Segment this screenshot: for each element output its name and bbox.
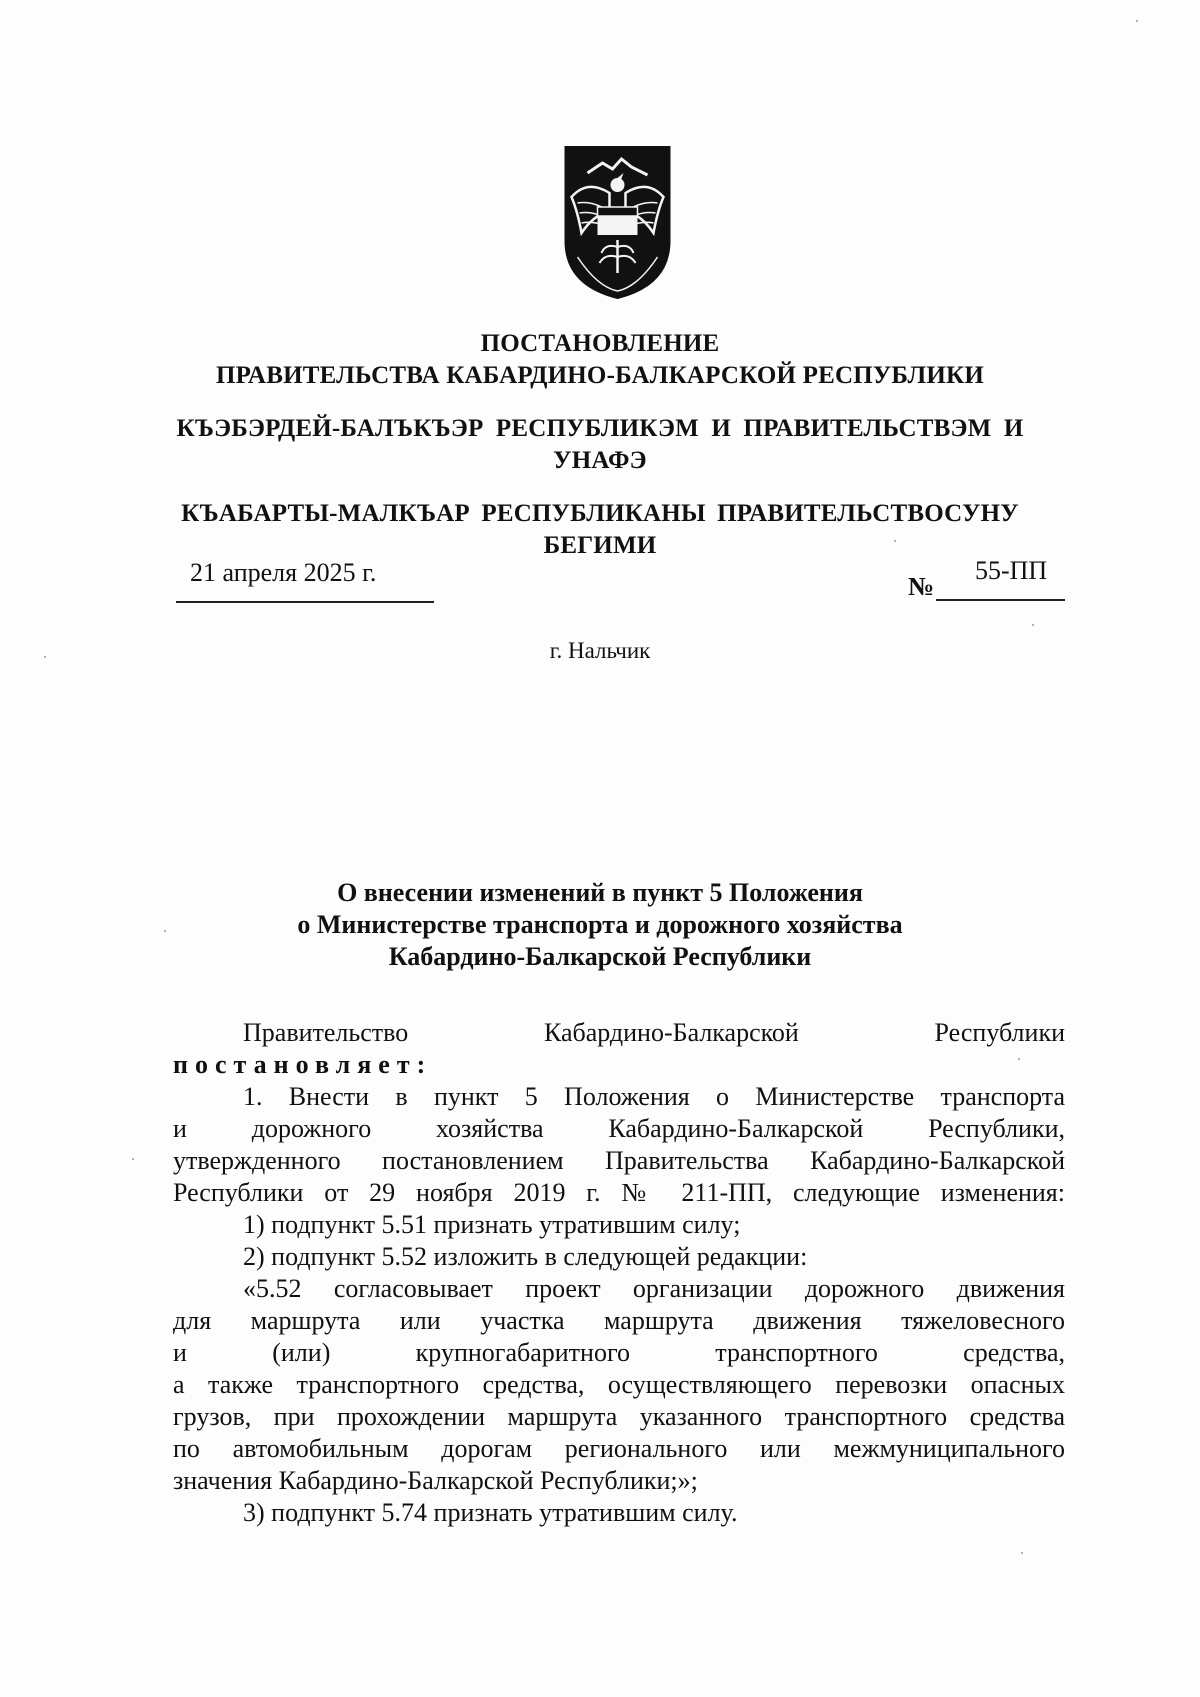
body-line: 1) подпункт 5.51 признать утратившим силу; [243,1210,741,1239]
body-line: для маршрута или участка маршрута движения тяжеловесного [173,1306,1065,1335]
body-line: а также транспортного средства, осуществляющего перевозки опасных [173,1370,1065,1399]
kabardian-heading-line1: КЪЭБЭРДЕЙ-БАЛЪКЪЭР РЕСПУБЛИКЭМ И ПРАВИТЕЛЬСТВЭМ И [176,415,1024,442]
document-type-heading: ПОСТАНОВЛЕНИЕ [480,330,720,357]
number-underline [936,599,1065,601]
document-title-line2: о Министерстве транспорта и дорожного хозяйства [297,910,903,939]
document-number: 55-ПП [975,556,1048,585]
body-line: 2) подпункт 5.52 изложить в следующей редакции: [243,1242,808,1271]
body-line: Республики от 29 ноября 2019 г. № 211-ПП, следующие изменения: [173,1178,1065,1207]
document-title-line1: О внесении изменений в пункт 5 Положения [337,878,863,907]
body-line: и (или) крупногабаритного транспортного средства, [173,1338,1065,1367]
document-title-line3: Кабардино-Балкарской Республики [388,942,812,971]
document-date: 21 апреля 2025 г. [190,558,377,587]
body-line: Правительство Кабардино-Балкарской Республики [243,1018,1065,1047]
body-line: «5.52 согласовывает проект организации дорожного движения [243,1274,1065,1303]
body-line: 3) подпункт 5.74 признать утратившим силу. [243,1498,738,1527]
body-line: значения Кабардино-Балкарской Республики;»; [173,1466,698,1495]
body-line: и дорожного хозяйства Кабардино-Балкарской Республики, [173,1114,1065,1143]
body-line: по автомобильным дорогам регионального или межмуниципального [173,1434,1065,1463]
issuing-body-heading: ПРАВИТЕЛЬСТВА КАБАРДИНО-БАЛКАРСКОЙ РЕСПУБЛИКИ [216,362,984,389]
body-line-resolves: постановляет: [173,1050,433,1079]
body-line: грузов, при прохождении маршрута указанного транспортного средства [173,1402,1065,1431]
body-line: утвержденного постановлением Правительства Кабардино-Балкарской [173,1146,1065,1175]
balkar-heading-line2: БЕГИМИ [543,532,657,559]
kabardian-heading-line2: УНАФЭ [553,447,647,474]
balkar-heading-line1: КЪАБАРТЫ-МАЛКЪАР РЕСПУБЛИКАНЫ ПРАВИТЕЛЬСТВОСУНУ [181,500,1019,527]
number-sign: № [908,572,935,601]
city-name: г. Нальчик [549,638,651,663]
date-underline [176,601,434,603]
body-line: 1. Внести в пункт 5 Положения о Министерстве транспорта [243,1082,1065,1111]
coat-of-arms-emblem [557,145,678,300]
